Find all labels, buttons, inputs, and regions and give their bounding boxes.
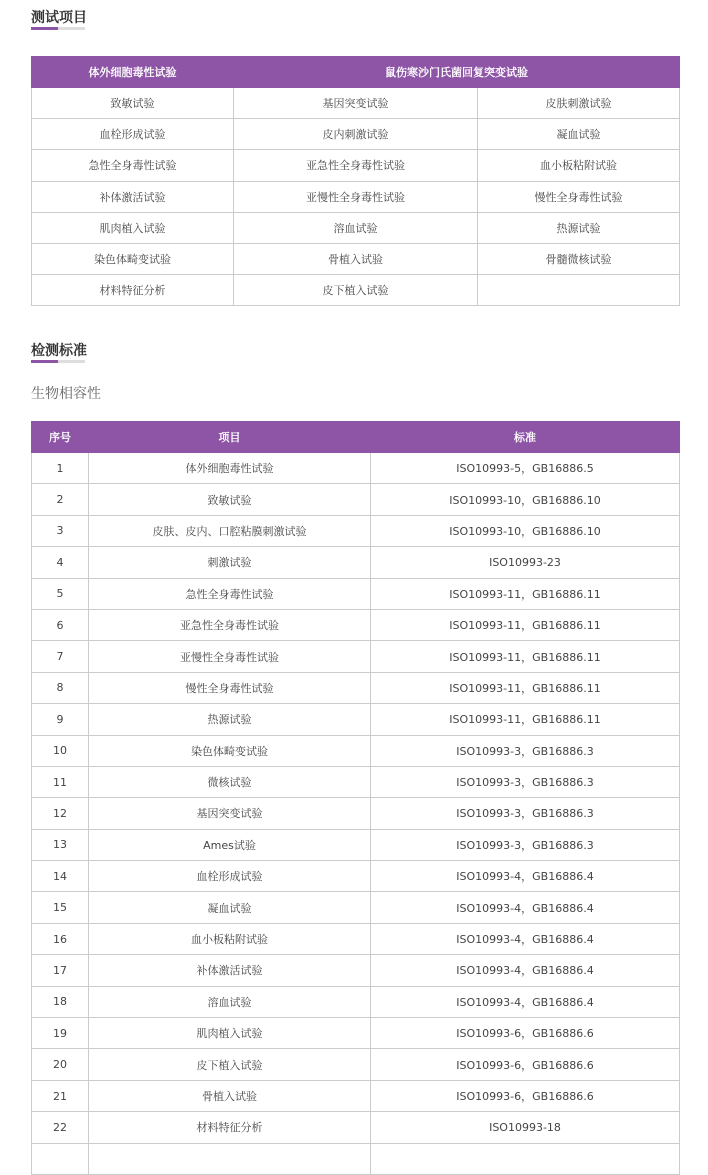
standard-cell: ISO10993-3，GB16886.3 (371, 798, 680, 829)
standard-cell: ISO10993-4，GB16886.4 (371, 986, 680, 1017)
table-row (32, 861, 680, 892)
table-cell: 骨植入试验 (234, 243, 478, 274)
table-row (32, 119, 680, 150)
item-cell: 骨植入试验 (89, 1080, 371, 1111)
item-cell: 染色体畸变试验 (89, 735, 371, 766)
item-cell: 致敏试验 (89, 484, 371, 515)
item-cell: 基因突变试验 (89, 798, 371, 829)
subtitle-biocompatibility: 生物相容性 (31, 386, 101, 402)
table-row (32, 672, 680, 703)
row-index-cell: 22 (32, 1112, 89, 1143)
table-cell: 血栓形成试验 (32, 119, 234, 150)
standard-cell: ISO10993-6，GB16886.6 (371, 1018, 680, 1049)
item-cell: Ames试验 (89, 829, 371, 860)
table-row (32, 829, 680, 860)
section-title-standards: 检测标准 (31, 343, 87, 359)
standard-cell: ISO10993-3，GB16886.3 (371, 829, 680, 860)
table-row (32, 150, 680, 181)
table-header-row (32, 57, 680, 88)
table-row (32, 453, 680, 484)
table-cell: 补体激活试验 (32, 181, 234, 212)
table-cell: 慢性全身毒性试验 (478, 181, 680, 212)
item-cell: 刺激试验 (89, 547, 371, 578)
table-header-row (32, 422, 680, 453)
row-index-cell: 11 (32, 766, 89, 797)
row-index-cell: 12 (32, 798, 89, 829)
row-index-cell: 18 (32, 986, 89, 1017)
row-index-cell (32, 1143, 89, 1174)
row-index-cell: 21 (32, 1080, 89, 1111)
table-row (32, 798, 680, 829)
table-row (32, 1080, 680, 1111)
test-items-table (31, 56, 680, 306)
table-cell: 亚急性全身毒性试验 (234, 150, 478, 181)
row-index-cell: 2 (32, 484, 89, 515)
standard-cell: ISO10993-3，GB16886.3 (371, 766, 680, 797)
table-row (32, 1018, 680, 1049)
table-row (32, 766, 680, 797)
table-row (32, 212, 680, 243)
title-underline (31, 27, 85, 30)
table-row (32, 892, 680, 923)
table-row (32, 1049, 680, 1080)
standard-cell: ISO10993-6，GB16886.6 (371, 1080, 680, 1111)
table-cell: 染色体畸变试验 (32, 243, 234, 274)
table-row (32, 735, 680, 766)
item-cell: 血小板粘附试验 (89, 923, 371, 954)
row-index-cell: 15 (32, 892, 89, 923)
header-cell: 体外细胞毒性试验 (32, 57, 234, 88)
table-row (32, 986, 680, 1017)
row-index-cell: 13 (32, 829, 89, 860)
table-row (32, 578, 680, 609)
item-cell: 材料特征分析 (89, 1112, 371, 1143)
standard-cell: ISO10993-10，GB16886.10 (371, 515, 680, 546)
table-cell: 溶血试验 (234, 212, 478, 243)
row-index-cell: 8 (32, 672, 89, 703)
section-title-test-items: 测试项目 (31, 10, 87, 26)
table-row (32, 484, 680, 515)
table-row (32, 547, 680, 578)
table-row (32, 88, 680, 119)
standard-cell: ISO10993-11，GB16886.11 (371, 578, 680, 609)
column-header-item: 项目 (89, 422, 371, 453)
table-row (32, 641, 680, 672)
row-index-cell: 10 (32, 735, 89, 766)
table-cell: 肌肉植入试验 (32, 212, 234, 243)
table-row (32, 704, 680, 735)
table-row (32, 515, 680, 546)
row-index-cell: 6 (32, 609, 89, 640)
table-row (32, 275, 680, 306)
table-cell: 基因突变试验 (234, 88, 478, 119)
row-index-cell: 5 (32, 578, 89, 609)
table-row (32, 181, 680, 212)
standard-cell: ISO10993-18 (371, 1112, 680, 1143)
column-header-index: 序号 (32, 422, 89, 453)
table-cell: 血小板粘附试验 (478, 150, 680, 181)
column-header-standard: 标准 (371, 422, 680, 453)
item-cell: 慢性全身毒性试验 (89, 672, 371, 703)
item-cell: 微核试验 (89, 766, 371, 797)
item-cell: 血栓形成试验 (89, 861, 371, 892)
standard-cell: ISO10993-4，GB16886.4 (371, 923, 680, 954)
standard-cell: ISO10993-4，GB16886.4 (371, 861, 680, 892)
item-cell: 肌肉植入试验 (89, 1018, 371, 1049)
table-cell: 热源试验 (478, 212, 680, 243)
item-cell: 亚慢性全身毒性试验 (89, 641, 371, 672)
standard-cell: ISO10993-5，GB16886.5 (371, 453, 680, 484)
table-row (32, 1143, 680, 1174)
table-cell: 致敏试验 (32, 88, 234, 119)
title-underline (31, 360, 85, 363)
standard-cell: ISO10993-10，GB16886.10 (371, 484, 680, 515)
table-row (32, 609, 680, 640)
standard-cell: ISO10993-11，GB16886.11 (371, 609, 680, 640)
row-index-cell: 17 (32, 955, 89, 986)
table-cell: 皮肤刺激试验 (478, 88, 680, 119)
item-cell: 皮下植入试验 (89, 1049, 371, 1080)
table-row (32, 1112, 680, 1143)
row-index-cell: 4 (32, 547, 89, 578)
standard-cell: ISO10993-4，GB16886.4 (371, 955, 680, 986)
standard-cell: ISO10993-11，GB16886.11 (371, 641, 680, 672)
table-cell: 皮下植入试验 (234, 275, 478, 306)
row-index-cell: 9 (32, 704, 89, 735)
row-index-cell: 1 (32, 453, 89, 484)
table-row (32, 243, 680, 274)
standard-cell: ISO10993-11，GB16886.11 (371, 672, 680, 703)
table-row (32, 955, 680, 986)
row-index-cell: 14 (32, 861, 89, 892)
table-cell: 亚慢性全身毒性试验 (234, 181, 478, 212)
row-index-cell: 20 (32, 1049, 89, 1080)
table-row (32, 923, 680, 954)
standards-table (31, 421, 680, 1175)
item-cell: 亚急性全身毒性试验 (89, 609, 371, 640)
item-cell: 补体激活试验 (89, 955, 371, 986)
standard-cell (371, 1143, 680, 1174)
item-cell: 急性全身毒性试验 (89, 578, 371, 609)
row-index-cell: 16 (32, 923, 89, 954)
header-cell: 鼠伤寒沙门氏菌回复突变试验 (234, 57, 680, 88)
item-cell: 热源试验 (89, 704, 371, 735)
table-cell: 骨髓微核试验 (478, 243, 680, 274)
table-cell: 材料特征分析 (32, 275, 234, 306)
standard-cell: ISO10993-3，GB16886.3 (371, 735, 680, 766)
standard-cell: ISO10993-11，GB16886.11 (371, 704, 680, 735)
table-cell: 急性全身毒性试验 (32, 150, 234, 181)
standard-cell: ISO10993-4，GB16886.4 (371, 892, 680, 923)
item-cell: 凝血试验 (89, 892, 371, 923)
table-cell: 皮内刺激试验 (234, 119, 478, 150)
standard-cell: ISO10993-23 (371, 547, 680, 578)
item-cell (89, 1143, 371, 1174)
table-cell: 凝血试验 (478, 119, 680, 150)
table-cell (478, 275, 680, 306)
row-index-cell: 7 (32, 641, 89, 672)
item-cell: 皮肤、皮内、口腔粘膜刺激试验 (89, 515, 371, 546)
standard-cell: ISO10993-6，GB16886.6 (371, 1049, 680, 1080)
item-cell: 体外细胞毒性试验 (89, 453, 371, 484)
item-cell: 溶血试验 (89, 986, 371, 1017)
row-index-cell: 19 (32, 1018, 89, 1049)
row-index-cell: 3 (32, 515, 89, 546)
